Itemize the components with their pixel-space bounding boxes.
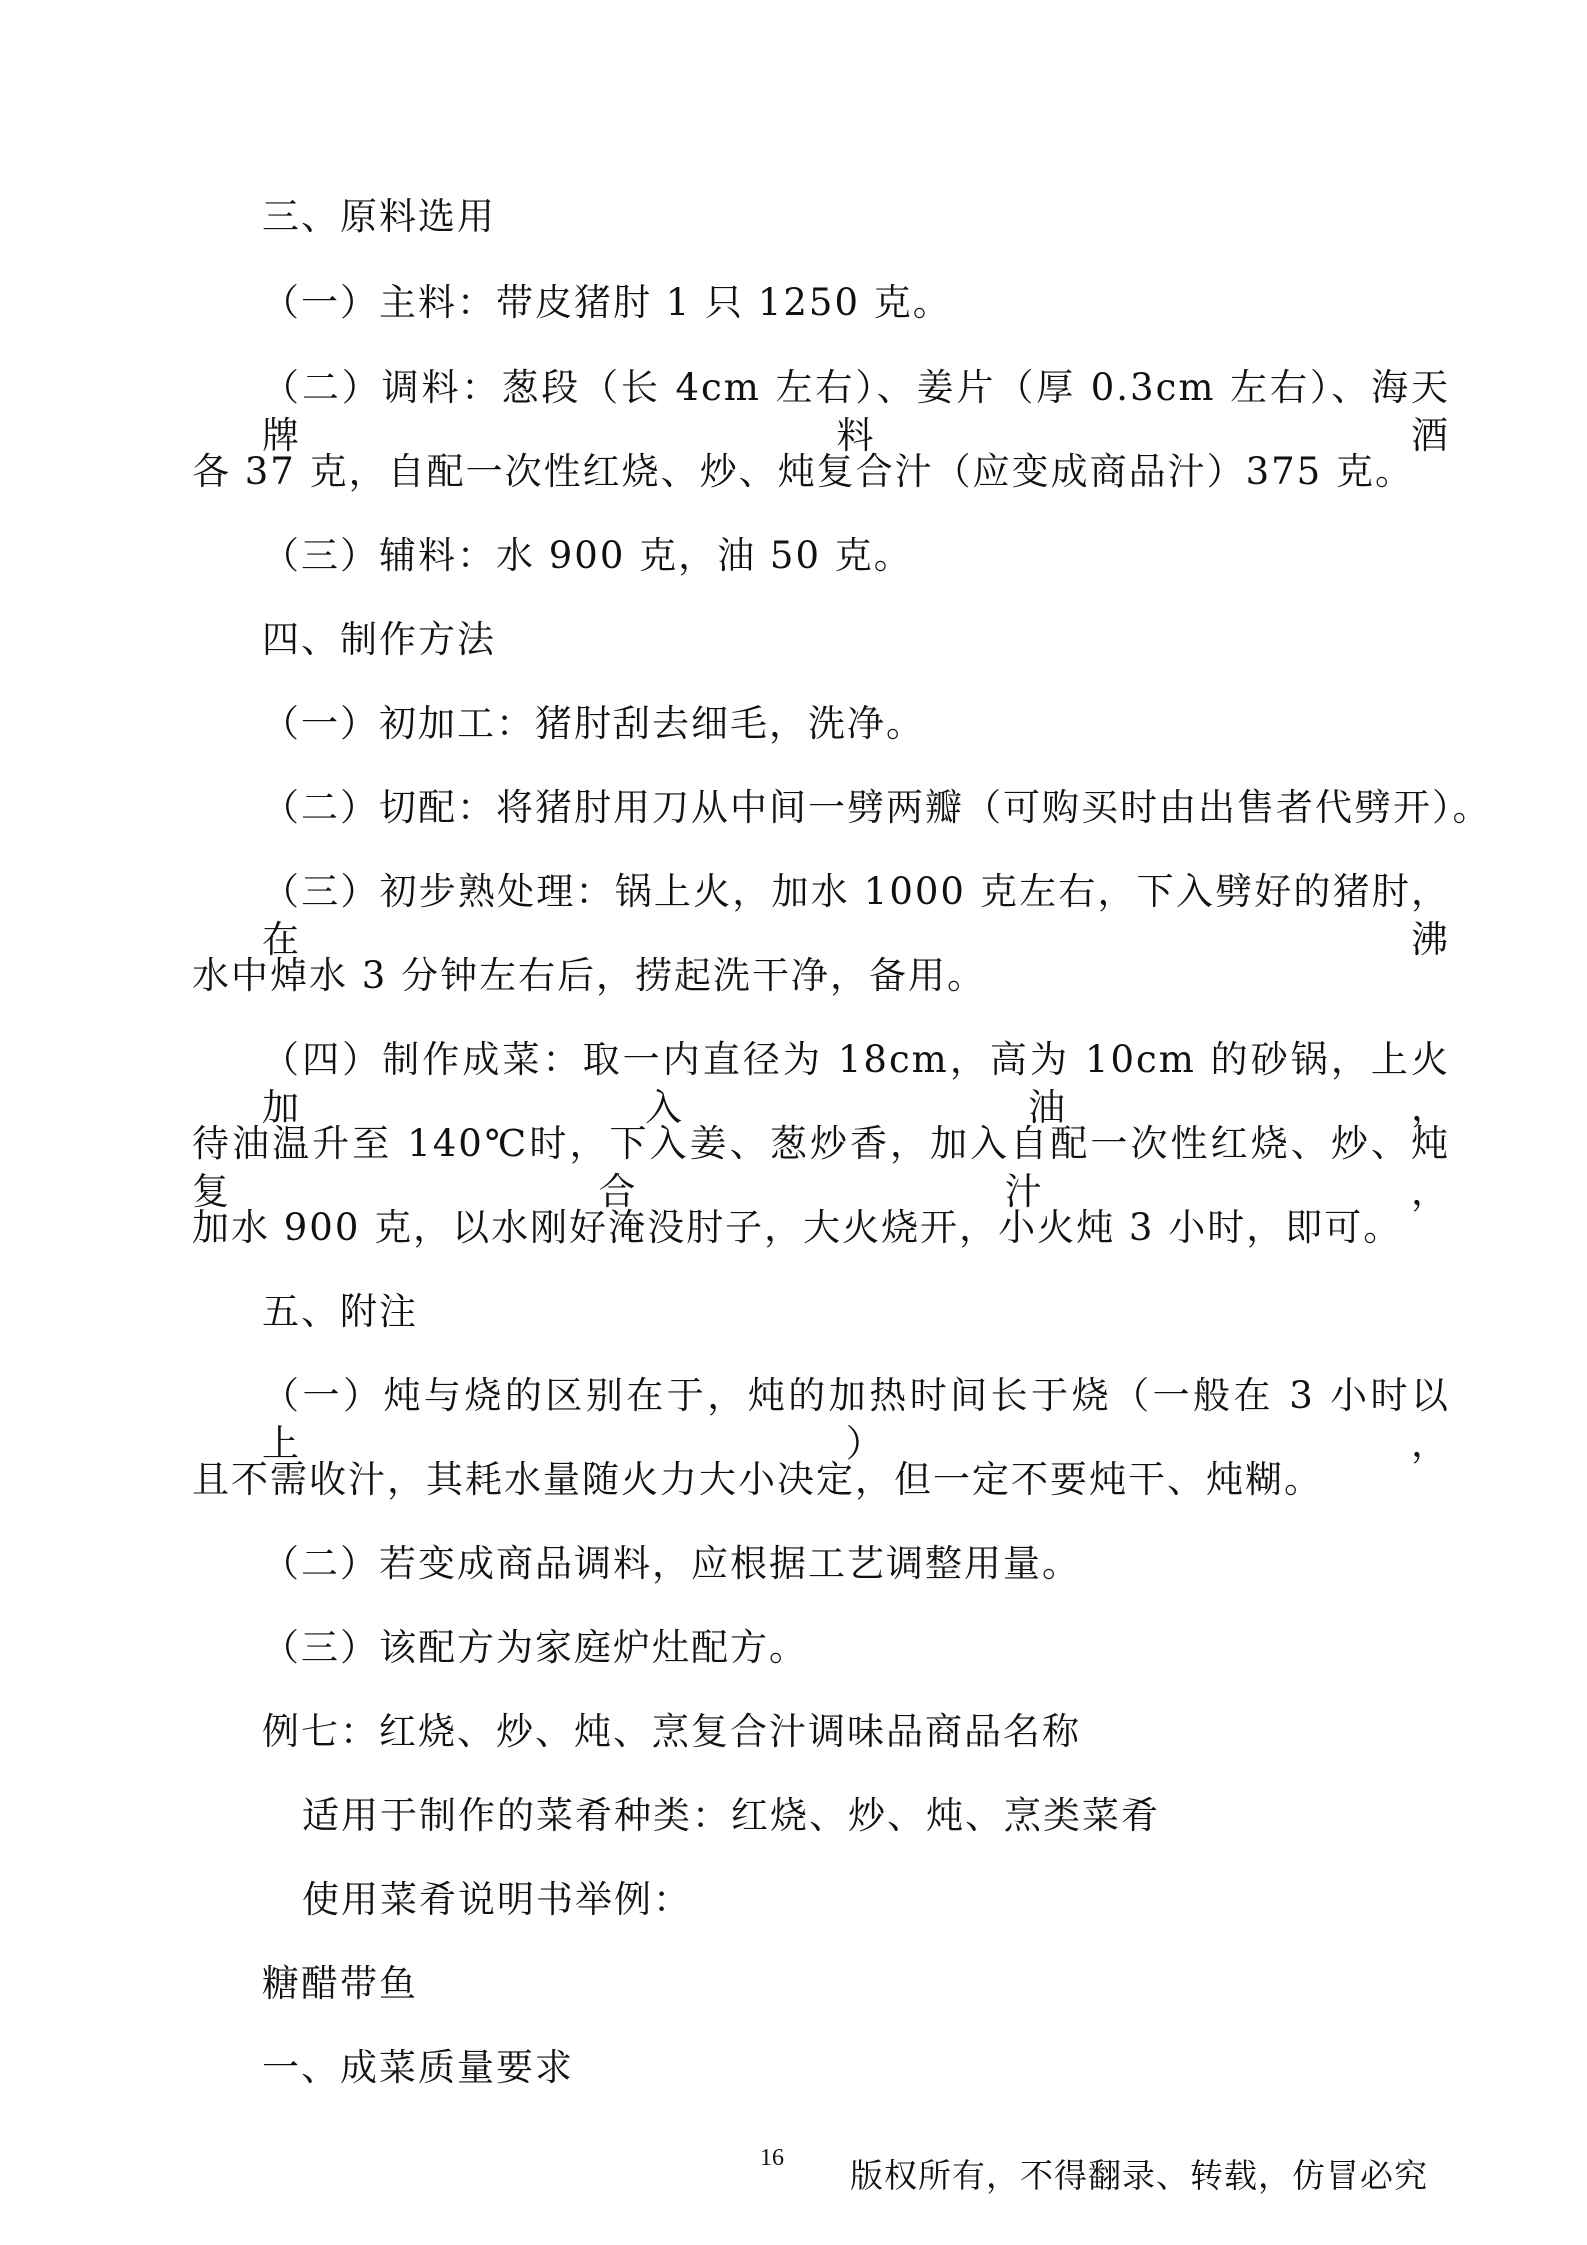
section-heading-notes: 五、附注: [262, 1290, 418, 1333]
section-heading-method: 四、制作方法: [262, 618, 496, 661]
section-heading-quality: 一、成菜质量要求: [262, 2046, 574, 2089]
paragraph-cooking-line2: 待油温升至 140℃时，下入姜、葱炒香，加入自配一次性红烧、炒、炖复合汁，: [192, 1122, 1450, 1213]
paragraph-note3: （三）该配方为家庭炉灶配方。: [262, 1626, 808, 1669]
paragraph-main-ingredient: （一）主料：带皮猪肘 1 只 1250 克。: [262, 281, 952, 324]
copyright-notice: 版权所有，不得翻录、转载，仿冒必究: [850, 2156, 1428, 2195]
paragraph-note1-line1: （一）炖与烧的区别在于，炖的加热时间长于烧（一般在 3 小时以上），: [262, 1374, 1450, 1465]
paragraph-auxiliary: （三）辅料：水 900 克，油 50 克。: [262, 534, 913, 577]
paragraph-cooking-line1: （四）制作成菜：取一内直径为 18cm，高为 10cm 的砂锅，上火加入油，: [262, 1038, 1450, 1129]
paragraph-note1-line2: 且不需收汁，其耗水量随火力大小决定，但一定不要炖干、炖糊。: [192, 1458, 1323, 1501]
paragraph-seasoning-line2: 各 37 克，自配一次性红烧、炒、炖复合汁（应变成商品汁）375 克。: [192, 450, 1414, 493]
paragraph-preliminary-line2: 水中焯水 3 分钟左右后，捞起洗干净，备用。: [192, 954, 987, 997]
dish-title: 糖醋带鱼: [262, 1962, 418, 2005]
paragraph-seasoning-line1: （二）调料：葱段（长 4cm 左右）、姜片（厚 0.3cm 左右）、海天牌料酒: [262, 366, 1450, 457]
paragraph-cutting: （二）切配：将猪肘用刀从中间一劈两瓣（可购买时由出售者代劈开）。: [262, 786, 1492, 829]
page-number: 16: [760, 2145, 784, 2171]
example-applicable-dishes: 适用于制作的菜肴种类：红烧、炒、炖、烹类菜肴: [302, 1794, 1160, 1837]
paragraph-preliminary-line1: （三）初步熟处理：锅上火，加水 1000 克左右，下入劈好的猪肘，在沸: [262, 870, 1450, 961]
paragraph-note2: （二）若变成商品调料，应根据工艺调整用量。: [262, 1542, 1081, 1585]
paragraph-initial-processing: （一）初加工：猪肘刮去细毛，洗净。: [262, 702, 925, 745]
section-heading-raw-materials: 三、原料选用: [262, 195, 496, 238]
example-instructions-label: 使用菜肴说明书举例：: [302, 1878, 692, 1921]
example-seven-title: 例七：红烧、炒、炖、烹复合汁调味品商品名称: [262, 1710, 1081, 1753]
paragraph-cooking-line3: 加水 900 克，以水刚好淹没肘子，大火烧开，小火炖 3 小时，即可。: [192, 1206, 1403, 1249]
